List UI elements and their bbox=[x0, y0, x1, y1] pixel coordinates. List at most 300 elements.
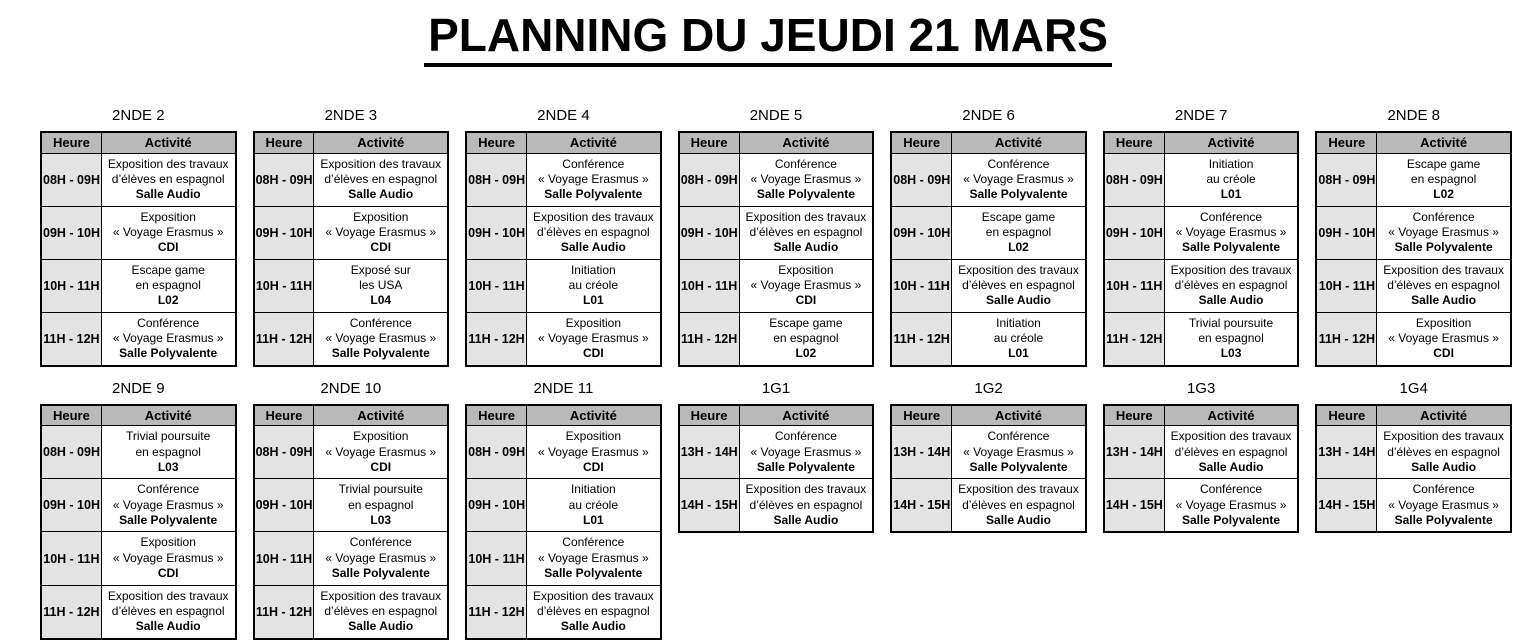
table-title: 1G3 bbox=[1186, 379, 1216, 397]
time-cell: 14H - 15H bbox=[679, 479, 739, 533]
activity-line-2: d’élèves en espagnol bbox=[111, 603, 225, 618]
activity-line-2: « Voyage Erasmus » bbox=[325, 331, 437, 346]
header-row bbox=[466, 132, 661, 153]
activity-line-1: Escape game bbox=[981, 209, 1056, 224]
activity-line-1: Exposition des travaux bbox=[1383, 429, 1504, 444]
table-row bbox=[1316, 479, 1511, 533]
room-label: CDI bbox=[157, 566, 179, 581]
table-title: 2NDE 6 bbox=[962, 107, 1015, 124]
activity-cell bbox=[526, 479, 660, 532]
activity-line-1: Initiation bbox=[1208, 156, 1254, 171]
activity-cell bbox=[1377, 206, 1511, 259]
time-cell: 10H - 11H bbox=[466, 532, 526, 585]
room-label: Salle Audio bbox=[560, 240, 626, 255]
table-row bbox=[466, 532, 661, 585]
activity-cell bbox=[1164, 259, 1298, 312]
activity-line-1: Escape game bbox=[131, 262, 205, 277]
room-label: L02 bbox=[795, 346, 817, 361]
room-label: CDI bbox=[370, 240, 392, 255]
schedule-table-2nde-6 bbox=[890, 107, 1087, 367]
activity-cell bbox=[101, 426, 235, 479]
activity-line-1: Exposition bbox=[565, 315, 622, 330]
header-heure: Heure bbox=[1316, 132, 1376, 153]
activity-cell bbox=[952, 426, 1086, 479]
schedule-table-2nde-9 bbox=[40, 380, 237, 640]
room-label: Salle Polyvalente bbox=[1394, 513, 1493, 528]
time-cell: 11H - 12H bbox=[254, 585, 314, 639]
room-label: Salle Audio bbox=[1411, 293, 1477, 308]
table-row bbox=[41, 532, 236, 585]
time-cell: 10H - 11H bbox=[254, 532, 314, 585]
time-cell: 08H - 09H bbox=[41, 426, 101, 479]
table-row bbox=[41, 153, 236, 206]
room-label: Salle Audio bbox=[773, 513, 839, 528]
room-label: Salle Audio bbox=[135, 619, 201, 634]
activity-cell bbox=[952, 259, 1086, 312]
time-cell: 14H - 15H bbox=[1104, 479, 1164, 533]
time-cell: 11H - 12H bbox=[466, 585, 526, 639]
activity-line-2: en espagnol bbox=[1410, 171, 1477, 186]
activity-line-2: au créole bbox=[1206, 171, 1256, 186]
activity-cell bbox=[1164, 426, 1298, 479]
activity-line-2: « Voyage Erasmus » bbox=[1175, 224, 1287, 239]
activity-line-2: « Voyage Erasmus » bbox=[112, 550, 224, 565]
time-cell: 13H - 14H bbox=[1316, 426, 1376, 479]
page-title-text: PLANNING DU JEUDI 21 MARS bbox=[424, 8, 1112, 67]
time-cell: 10H - 11H bbox=[254, 259, 314, 312]
time-cell: 13H - 14H bbox=[1104, 426, 1164, 479]
time-cell: 08H - 09H bbox=[679, 153, 739, 206]
room-label: L02 bbox=[157, 293, 179, 308]
table-row bbox=[1316, 426, 1511, 479]
time-cell: 10H - 11H bbox=[41, 532, 101, 585]
room-label: Salle Polyvalente bbox=[331, 566, 430, 581]
table-row bbox=[466, 426, 661, 479]
time-cell: 11H - 12H bbox=[1104, 312, 1164, 366]
table-row bbox=[891, 479, 1086, 533]
room-label: L03 bbox=[157, 460, 179, 475]
activity-cell bbox=[526, 259, 660, 312]
header-row bbox=[1316, 132, 1511, 153]
activity-cell bbox=[1164, 479, 1298, 533]
activity-cell bbox=[739, 426, 873, 479]
activity-cell bbox=[1164, 206, 1298, 259]
schedule-grid bbox=[678, 131, 875, 367]
schedule-grid bbox=[253, 404, 450, 640]
time-cell: 09H - 10H bbox=[41, 479, 101, 532]
activity-line-2: d’élèves en espagnol bbox=[749, 497, 863, 512]
activity-cell bbox=[101, 585, 235, 639]
header-heure: Heure bbox=[679, 405, 739, 426]
room-label: L04 bbox=[370, 293, 392, 308]
header-activite: Activité bbox=[739, 132, 873, 153]
time-cell: 11H - 12H bbox=[891, 312, 951, 366]
table-row bbox=[41, 479, 236, 532]
activity-line-2: d’élèves en espagnol bbox=[1174, 278, 1288, 293]
activity-line-2: « Voyage Erasmus » bbox=[537, 444, 649, 459]
table-row bbox=[254, 312, 449, 366]
time-cell: 11H - 12H bbox=[466, 312, 526, 366]
header-heure: Heure bbox=[41, 132, 101, 153]
activity-line-1: Trivial poursuite bbox=[1188, 315, 1274, 330]
activity-cell bbox=[952, 479, 1086, 533]
table-row bbox=[679, 153, 874, 206]
table-row bbox=[41, 259, 236, 312]
room-label: Salle Polyvalente bbox=[119, 346, 218, 361]
table-row bbox=[1104, 479, 1299, 533]
header-row bbox=[891, 405, 1086, 426]
table-row bbox=[1104, 153, 1299, 206]
header-activite: Activité bbox=[1377, 405, 1511, 426]
time-cell: 08H - 09H bbox=[41, 153, 101, 206]
schedule-grid bbox=[1103, 404, 1300, 534]
time-cell: 09H - 10H bbox=[1104, 206, 1164, 259]
time-cell: 14H - 15H bbox=[891, 479, 951, 533]
room-label: Salle Polyvalente bbox=[544, 566, 643, 581]
activity-cell bbox=[952, 206, 1086, 259]
activity-cell bbox=[101, 206, 235, 259]
table-row bbox=[41, 585, 236, 639]
activity-line-1: Trivial poursuite bbox=[338, 482, 423, 497]
table-title: 2NDE 10 bbox=[320, 379, 382, 397]
activity-line-1: Conférence bbox=[1412, 482, 1475, 497]
activity-line-2: en espagnol bbox=[773, 331, 839, 346]
table-row bbox=[1316, 206, 1511, 259]
activity-cell bbox=[314, 153, 448, 206]
room-label: CDI bbox=[157, 240, 179, 255]
schedule-grid bbox=[40, 404, 237, 640]
activity-line-1: Conférence bbox=[349, 315, 412, 330]
activity-line-2: « Voyage Erasmus » bbox=[112, 224, 224, 239]
activity-cell bbox=[739, 206, 873, 259]
schedule-row-bottom bbox=[0, 380, 1536, 640]
room-label: Salle Polyvalente bbox=[331, 346, 430, 361]
activity-line-2: « Voyage Erasmus » bbox=[1175, 497, 1287, 512]
activity-line-1: Exposition des travaux bbox=[745, 482, 867, 497]
header-row bbox=[679, 132, 874, 153]
header-activite: Activité bbox=[526, 132, 660, 153]
schedule-table-1g2 bbox=[890, 380, 1087, 534]
time-cell: 09H - 10H bbox=[679, 206, 739, 259]
time-cell: 10H - 11H bbox=[1316, 259, 1376, 312]
schedule-grid bbox=[253, 131, 450, 367]
header-activite: Activité bbox=[952, 132, 1086, 153]
time-cell: 11H - 12H bbox=[41, 585, 101, 639]
activity-line-1: Exposition des travaux bbox=[107, 588, 229, 603]
header-activite: Activité bbox=[1377, 132, 1511, 153]
activity-line-1: Trivial poursuite bbox=[126, 429, 211, 444]
table-row bbox=[254, 532, 449, 585]
header-heure: Heure bbox=[466, 405, 526, 426]
activity-line-2: d’élèves en espagnol bbox=[536, 224, 650, 239]
activity-cell bbox=[739, 479, 873, 533]
activity-line-2: « Voyage Erasmus » bbox=[963, 444, 1074, 459]
activity-line-1: Conférence bbox=[774, 429, 837, 444]
activity-cell bbox=[739, 153, 873, 206]
header-row bbox=[466, 405, 661, 426]
header-heure: Heure bbox=[1104, 405, 1164, 426]
page-title bbox=[0, 8, 1536, 67]
activity-line-1: Exposition des travaux bbox=[958, 262, 1079, 277]
activity-line-2: « Voyage Erasmus » bbox=[750, 278, 862, 293]
table-row bbox=[679, 206, 874, 259]
room-label: L03 bbox=[1220, 346, 1242, 361]
activity-line-2: d’élèves en espagnol bbox=[536, 603, 650, 618]
activity-line-2: d’élèves en espagnol bbox=[1174, 444, 1288, 459]
header-row bbox=[254, 405, 449, 426]
table-row bbox=[1104, 259, 1299, 312]
schedule-table-1g3 bbox=[1103, 380, 1300, 534]
activity-line-1: Exposition bbox=[353, 429, 409, 444]
table-row bbox=[679, 259, 874, 312]
activity-line-1: Exposition bbox=[778, 262, 834, 277]
activity-line-1: Exposition des travaux bbox=[745, 209, 867, 224]
activity-line-2: au créole bbox=[568, 278, 619, 293]
activity-line-1: Conférence bbox=[137, 315, 200, 330]
table-title: 2NDE 4 bbox=[537, 107, 590, 124]
room-label: Salle Polyvalente bbox=[119, 513, 218, 528]
room-label: CDI bbox=[582, 346, 604, 361]
room-label: Salle Polyvalente bbox=[1182, 240, 1281, 255]
room-label: Salle Polyvalente bbox=[756, 187, 855, 202]
activity-line-2: en espagnol bbox=[135, 278, 201, 293]
header-activite: Activité bbox=[739, 405, 873, 426]
time-cell: 10H - 11H bbox=[891, 259, 951, 312]
table-row bbox=[466, 479, 661, 532]
activity-line-2: en espagnol bbox=[1198, 331, 1264, 346]
header-heure: Heure bbox=[254, 132, 314, 153]
header-activite: Activité bbox=[1164, 405, 1298, 426]
activity-line-2: les USA bbox=[359, 278, 403, 293]
activity-line-2: d’élèves en espagnol bbox=[1387, 444, 1500, 459]
activity-cell bbox=[526, 206, 660, 259]
activity-cell bbox=[1377, 479, 1511, 533]
activity-line-2: « Voyage Erasmus » bbox=[750, 444, 862, 459]
room-label: Salle Audio bbox=[986, 293, 1051, 308]
activity-cell bbox=[526, 585, 660, 639]
schedule-table-1g4 bbox=[1315, 380, 1512, 534]
table-row bbox=[679, 479, 874, 533]
activity-line-1: Initiation bbox=[570, 482, 616, 497]
activity-cell bbox=[101, 532, 235, 585]
activity-line-2: d’élèves en espagnol bbox=[962, 278, 1075, 293]
table-title: 1G4 bbox=[1399, 379, 1428, 397]
table-row bbox=[1316, 259, 1511, 312]
table-row bbox=[1316, 153, 1511, 206]
room-label: Salle Polyvalente bbox=[969, 460, 1068, 475]
room-label: L02 bbox=[1433, 187, 1454, 202]
schedule-table-2nde-4 bbox=[465, 107, 662, 367]
time-cell: 09H - 10H bbox=[1316, 206, 1376, 259]
time-cell: 11H - 12H bbox=[41, 312, 101, 366]
room-label: Salle Polyvalente bbox=[544, 187, 643, 202]
header-row bbox=[1104, 132, 1299, 153]
header-heure: Heure bbox=[1104, 132, 1164, 153]
activity-cell bbox=[739, 259, 873, 312]
time-cell: 09H - 10H bbox=[466, 479, 526, 532]
table-row bbox=[1316, 312, 1511, 366]
table-row bbox=[679, 426, 874, 479]
room-label: Salle Audio bbox=[560, 619, 626, 634]
time-cell: 08H - 09H bbox=[1316, 153, 1376, 206]
table-row bbox=[254, 479, 449, 532]
activity-line-1: Conférence bbox=[1200, 482, 1263, 497]
table-row bbox=[891, 206, 1086, 259]
time-cell: 09H - 10H bbox=[891, 206, 951, 259]
time-cell: 10H - 11H bbox=[679, 259, 739, 312]
schedule-grid bbox=[1315, 404, 1512, 534]
time-cell: 14H - 15H bbox=[1316, 479, 1376, 533]
header-heure: Heure bbox=[679, 132, 739, 153]
activity-line-1: Exposition bbox=[140, 535, 196, 550]
table-title: 2NDE 3 bbox=[324, 107, 378, 124]
room-label: L01 bbox=[582, 513, 604, 528]
activity-cell bbox=[314, 426, 448, 479]
activity-line-2: « Voyage Erasmus » bbox=[325, 444, 437, 459]
activity-cell bbox=[101, 259, 235, 312]
table-row bbox=[254, 206, 449, 259]
schedule-table-2nde-2 bbox=[40, 107, 237, 367]
table-row bbox=[891, 259, 1086, 312]
header-heure: Heure bbox=[1316, 405, 1376, 426]
time-cell: 11H - 12H bbox=[254, 312, 314, 366]
room-label: Salle Audio bbox=[348, 187, 414, 202]
room-label: CDI bbox=[1433, 346, 1454, 361]
activity-cell bbox=[314, 585, 448, 639]
table-row bbox=[466, 153, 661, 206]
schedule-row-top bbox=[0, 107, 1536, 367]
activity-line-1: Exposition des travaux bbox=[320, 156, 442, 171]
activity-line-1: Exposition bbox=[1415, 315, 1472, 330]
header-row bbox=[41, 132, 236, 153]
activity-line-2: d’élèves en espagnol bbox=[324, 171, 438, 186]
time-cell: 13H - 14H bbox=[891, 426, 951, 479]
activity-cell bbox=[526, 153, 660, 206]
room-label: L02 bbox=[1008, 240, 1029, 255]
schedule-table-2nde-11 bbox=[465, 380, 662, 640]
table-title: 2NDE 7 bbox=[1174, 107, 1228, 124]
activity-cell bbox=[1377, 426, 1511, 479]
activity-line-2: « Voyage Erasmus » bbox=[325, 224, 437, 239]
table-title: 1G1 bbox=[761, 379, 791, 397]
room-label: Salle Audio bbox=[348, 619, 414, 634]
activity-line-2: « Voyage Erasmus » bbox=[1388, 224, 1499, 239]
activity-line-1: Conférence bbox=[1200, 209, 1263, 224]
activity-line-1: Exposition des travaux bbox=[1383, 262, 1504, 277]
header-heure: Heure bbox=[891, 405, 951, 426]
time-cell: 08H - 09H bbox=[466, 426, 526, 479]
table-title: 2NDE 9 bbox=[112, 379, 165, 397]
activity-line-1: Exposition des travaux bbox=[107, 156, 229, 171]
time-cell: 08H - 09H bbox=[1104, 153, 1164, 206]
table-title: 2NDE 5 bbox=[749, 107, 803, 124]
schedule-table-2nde-5 bbox=[678, 107, 875, 367]
room-label: L03 bbox=[370, 513, 392, 528]
schedule-grid bbox=[465, 404, 662, 640]
schedule-table-2nde-3 bbox=[253, 107, 450, 367]
table-row bbox=[1104, 206, 1299, 259]
schedule-grid bbox=[1315, 131, 1512, 367]
activity-line-1: Exposition des travaux bbox=[1170, 262, 1292, 277]
activity-line-2: en espagnol bbox=[348, 497, 414, 512]
activity-cell bbox=[1164, 153, 1298, 206]
header-heure: Heure bbox=[466, 132, 526, 153]
time-cell: 11H - 12H bbox=[679, 312, 739, 366]
room-label: L01 bbox=[582, 293, 604, 308]
room-label: CDI bbox=[370, 460, 392, 475]
schedule-grid bbox=[1103, 131, 1300, 367]
activity-cell bbox=[314, 259, 448, 312]
activity-line-1: Initiation bbox=[996, 315, 1041, 330]
activity-line-1: Exposition des travaux bbox=[1170, 429, 1292, 444]
room-label: Salle Polyvalente bbox=[969, 187, 1068, 202]
activity-line-1: Exposition des travaux bbox=[320, 588, 442, 603]
room-label: Salle Audio bbox=[1198, 460, 1264, 475]
header-row bbox=[1316, 405, 1511, 426]
activity-line-2: au créole bbox=[568, 497, 619, 512]
header-row bbox=[891, 132, 1086, 153]
time-cell: 09H - 10H bbox=[254, 206, 314, 259]
table-title: 2NDE 11 bbox=[533, 379, 594, 397]
activity-line-1: Exposition bbox=[140, 209, 196, 224]
activity-cell bbox=[526, 312, 660, 366]
activity-line-2: d’élèves en espagnol bbox=[1387, 278, 1500, 293]
time-cell: 10H - 11H bbox=[41, 259, 101, 312]
table-row bbox=[466, 206, 661, 259]
room-label: Salle Audio bbox=[135, 187, 201, 202]
activity-line-2: « Voyage Erasmus » bbox=[325, 550, 437, 565]
header-activite: Activité bbox=[1164, 132, 1298, 153]
activity-line-1: Escape game bbox=[769, 315, 843, 330]
table-row bbox=[254, 426, 449, 479]
table-row bbox=[1104, 426, 1299, 479]
time-cell: 09H - 10H bbox=[41, 206, 101, 259]
table-title: 1G2 bbox=[974, 379, 1003, 397]
room-label: L01 bbox=[1220, 187, 1242, 202]
activity-cell bbox=[526, 532, 660, 585]
header-activite: Activité bbox=[101, 405, 235, 426]
activity-line-1: Exposition bbox=[353, 209, 409, 224]
schedule-grid bbox=[890, 404, 1087, 534]
activity-line-1: Conférence bbox=[562, 535, 625, 550]
activity-line-1: Escape game bbox=[1406, 156, 1481, 171]
activity-cell bbox=[1164, 312, 1298, 366]
activity-line-1: Initiation bbox=[570, 262, 616, 277]
table-row bbox=[1104, 312, 1299, 366]
activity-cell bbox=[314, 206, 448, 259]
header-heure: Heure bbox=[254, 405, 314, 426]
header-activite: Activité bbox=[526, 405, 660, 426]
activity-line-1: Conférence bbox=[987, 429, 1050, 444]
activity-line-2: « Voyage Erasmus » bbox=[963, 171, 1074, 186]
schedule-table-2nde-10 bbox=[253, 380, 450, 640]
table-row bbox=[891, 312, 1086, 366]
activity-line-1: Conférence bbox=[774, 156, 837, 171]
activity-line-2: en espagnol bbox=[135, 444, 201, 459]
room-label: Salle Audio bbox=[1411, 460, 1477, 475]
header-row bbox=[1104, 405, 1299, 426]
activity-line-2: « Voyage Erasmus » bbox=[1388, 497, 1499, 512]
schedule-table-1g1 bbox=[678, 380, 875, 534]
activity-line-2: « Voyage Erasmus » bbox=[112, 331, 224, 346]
room-label: Salle Polyvalente bbox=[1394, 240, 1493, 255]
activity-line-2: « Voyage Erasmus » bbox=[1388, 331, 1499, 346]
table-row bbox=[466, 585, 661, 639]
activity-line-1: Conférence bbox=[1412, 209, 1475, 224]
activity-line-2: en espagnol bbox=[985, 224, 1052, 239]
table-title: 2NDE 2 bbox=[112, 107, 165, 124]
room-label: Salle Polyvalente bbox=[1182, 513, 1281, 528]
